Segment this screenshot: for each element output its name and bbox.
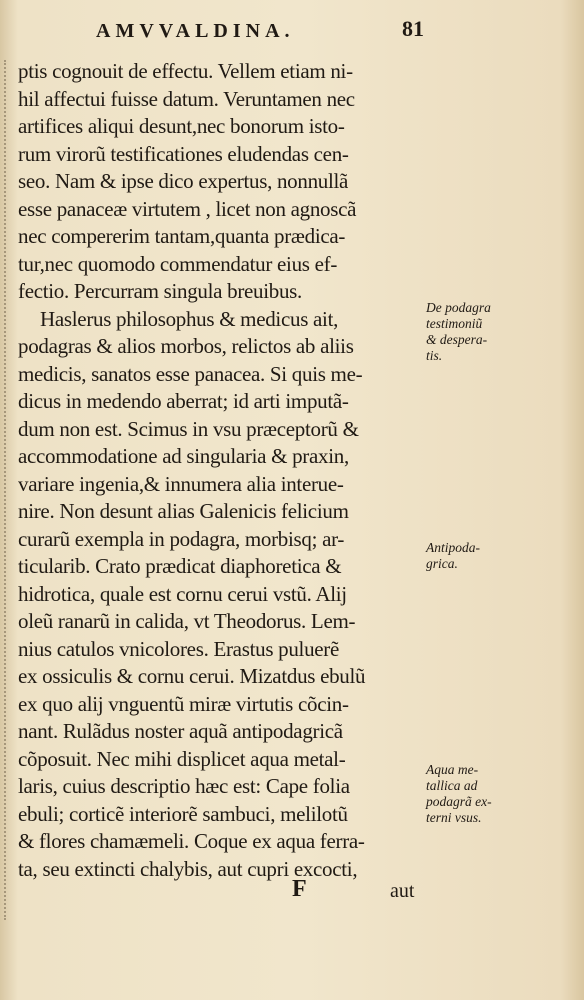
text-line: accommodatione ad singularia & praxin, xyxy=(18,444,349,468)
running-head: AMVVALDINA. xyxy=(96,20,295,42)
text-line: ebuli; corticẽ interiorẽ sambuci, melilotũ xyxy=(18,801,348,826)
page-number: 81 xyxy=(402,16,424,41)
margin-note-line: testimoniũ xyxy=(426,316,483,331)
text-line: artifices aliqui desunt,nec bonorum isto- xyxy=(18,114,345,138)
paragraph-start-line: Haslerus philosophus & medicus ait, xyxy=(40,306,339,331)
text-line: dum non est. Scimus in vsu præceptorũ & xyxy=(18,416,359,441)
text-line: dicus in medendo aberrat; id arti imputã- xyxy=(18,389,349,413)
text-line: medicis, sanatos esse panacea. Si quis me- xyxy=(18,361,363,386)
margin-note-line: & despera- xyxy=(426,332,488,347)
text-line: ptis cognouit de effectu. Vellem etiam ni- xyxy=(18,59,353,83)
margin-note-line: Antipoda- xyxy=(426,540,480,555)
catchword: aut xyxy=(390,880,415,902)
page-footer xyxy=(0,876,584,906)
text-line: ticularib. Crato prædicat diaphoretica & xyxy=(18,554,342,578)
text-line: cõposuit. Nec mihi displicet aqua metal- xyxy=(18,746,346,771)
margin-note-line: grica. xyxy=(426,556,458,571)
text-line: esse panaceæ virtutem , licet non agnoscã xyxy=(18,196,357,221)
margin-note-line: tallica ad xyxy=(426,778,478,793)
text-line: oleũ ranarũ in calida, vt Theodorus. Lem- xyxy=(18,609,356,633)
text-line: fectio. Percurram singula breuibus. xyxy=(18,279,302,303)
text-line: variare ingenia,& innumera alia interue- xyxy=(18,471,344,496)
margin-note-aqua-metallica xyxy=(426,762,492,826)
text-line: ex quo alij vnguentũ miræ virtutis cõcin- xyxy=(18,691,349,716)
text-line: tur,nec quomodo commendatur eius ef- xyxy=(18,251,338,276)
text-line: ex ossiculis & cornu cerui. Mizatdus ebulũ xyxy=(18,664,366,688)
text-line: nec compererim tantam,quanta prædica- xyxy=(18,224,346,248)
signature-mark: F xyxy=(292,876,307,902)
text-line: & flores chamæmeli. Coque ex aqua ferra- xyxy=(18,829,365,853)
margin-note-line: terni vsus. xyxy=(426,810,482,825)
text-line: hidrotica, quale est cornu cerui vstũ. Alij xyxy=(18,581,347,606)
margin-note-line: De podagra xyxy=(426,300,491,315)
text-line: rum virorũ testificationes eludendas cen- xyxy=(18,141,349,166)
main-text xyxy=(18,58,418,883)
margin-note-line: Aqua me- xyxy=(426,762,479,777)
margin-note-line: podagrã ex- xyxy=(426,794,492,809)
text-line: podagras & alios morbos, relictos ab aliis xyxy=(18,334,354,358)
text-line: ta, seu extincti chalybis, aut cupri excocti, xyxy=(18,856,358,881)
text-line: laris, cuius descriptio hæc est: Cape folia xyxy=(18,774,350,798)
text-line: nius catulos vnicolores. Erastus puluerẽ xyxy=(18,636,340,661)
text-line: nant. Rulãdus noster aquã antipodagricã xyxy=(18,719,343,743)
margin-note-podagra xyxy=(426,300,491,364)
text-line: curarũ exempla in podagra, morbisq; ar- xyxy=(18,526,345,551)
margin-note-antipodagrica xyxy=(426,540,480,572)
text-line: seo. Nam & ipse dico expertus, nonnullã xyxy=(18,169,349,193)
text-line: nire. Non desunt alias Galenicis felicium xyxy=(18,499,349,523)
gutter-edge xyxy=(4,60,14,920)
text-line: hil affectui fuisse datum. Veruntamen nec xyxy=(18,86,355,111)
margin-note-line: tis. xyxy=(426,348,443,363)
